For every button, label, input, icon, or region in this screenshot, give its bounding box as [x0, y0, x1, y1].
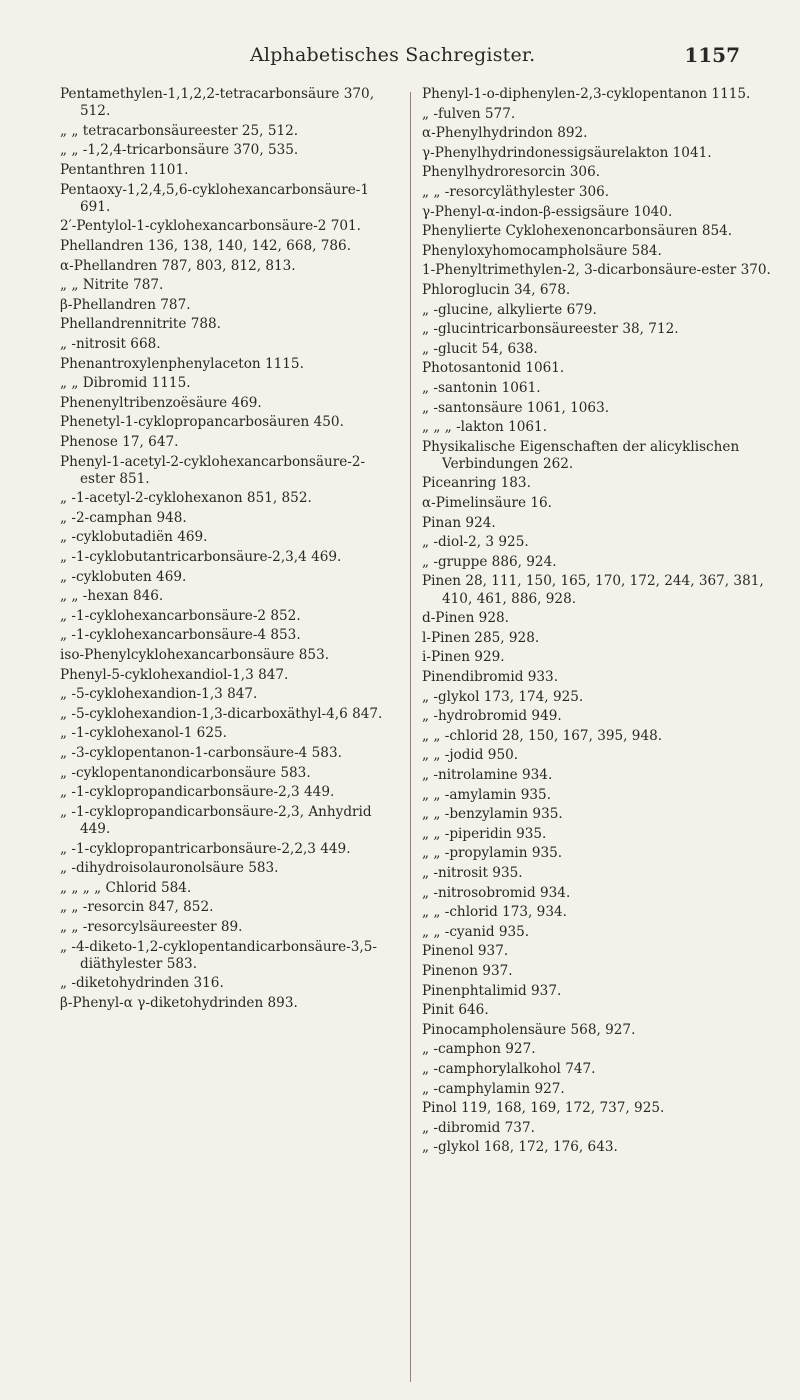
index-entry: α-Pimelinsäure 16. — [422, 495, 552, 512]
index-entry: „ -1-acetyl-2-cyklohexanon 851, 852. — [60, 490, 312, 507]
index-entry: i-Pinen 929. — [422, 649, 505, 666]
index-entry: Phenenyltribenzoësäure 469. — [60, 394, 262, 411]
index-entry: „ -santonsäure 1061, 1063. — [422, 399, 610, 416]
index-entry: Pinendibromid 933. — [422, 669, 559, 686]
index-entry: „ -glucine, alkylierte 679. — [422, 301, 597, 318]
index-entry: Pentaoxy-1,2,4,5,6-cyklohexancarbonsäure-1 691. — [60, 181, 370, 215]
index-entry: „ -cyklopentanondicarbonsäure 583. — [60, 764, 311, 781]
index-entry: „ -1-cyklopropantricarbonsäure-2,2,3 449. — [60, 840, 351, 857]
index-entry: Pinit 646. — [422, 1002, 489, 1019]
index-entry: „ -1-cyklobutantricarbonsäure-2,3,4 469. — [60, 549, 342, 566]
index-entry: „ „ -cyanid 935. — [422, 923, 530, 940]
index-entry: „ „ -jodid 950. — [422, 747, 519, 764]
index-entry: Phenylhydroresorcin 306. — [422, 164, 601, 181]
index-entry: Phenyl-1-o-diphenylen-2,3-cyklopentanon 1115. — [422, 86, 751, 102]
index-entry: „ -hydrobromid 949. — [422, 708, 562, 725]
index-entry: „ „ -1,2,4-tricarbonsäure 370, 535. — [60, 142, 299, 159]
running-title: Alphabetisches Sachregister. — [250, 44, 536, 66]
index-entry: Phenyl-1-acetyl-2-cyklohexancarbonsäure-2-ester 851. — [60, 453, 366, 487]
index-entry: Pinenol 937. — [422, 943, 509, 960]
index-entry: „ -2-camphan 948. — [60, 509, 187, 526]
index-entry: γ-Phenylhydrindonessigsäurelakton 1041. — [422, 144, 712, 161]
index-entry: „ -1-cyklopropandicarbonsäure-2,3 449. — [60, 784, 335, 801]
index-entry: „ „ „ „ Chlorid 584. — [60, 879, 192, 896]
index-entry: Piceanring 183. — [422, 475, 531, 492]
index-entry: Pinenphtalimid 937. — [422, 982, 562, 999]
page-number: 1157 — [684, 43, 740, 67]
index-entry: „ -glykol 173, 174, 925. — [422, 688, 584, 705]
index-entry: Pentamethylen-1,1,2,2-tetracarbonsäure 370, 512. — [60, 86, 375, 120]
index-entry: 2′-Pentylol-1-cyklohexancarbonsäure-2 701. — [60, 218, 361, 235]
index-entry: Phenetyl-1-cyklopropancarbosäuren 450. — [60, 414, 344, 431]
index-entry: β-Phenyl-α γ-diketohydrinden 893. — [60, 994, 298, 1011]
index-entry: „ -5-cyklohexandion-1,3-dicarboxäthyl-4,6 847. — [60, 705, 383, 722]
index-entry: Pinocampholensäure 568, 927. — [422, 1021, 636, 1038]
index-entry: „ -1-cyklohexancarbonsäure-4 853. — [60, 627, 301, 644]
index-entry: Physikalische Eigenschaften der alicyklischen Verbindungen 262. — [422, 438, 740, 472]
index-entry: „ „ -amylamin 935. — [422, 786, 552, 803]
index-entry: „ „ -chlorid 173, 934. — [422, 904, 567, 921]
index-entry: α-Phellandren 787, 803, 812, 813. — [60, 257, 296, 274]
index-entry: „ „ -benzylamin 935. — [422, 806, 563, 823]
index-entry: „ -nitrosit 935. — [422, 864, 523, 881]
index-entry: „ -dihydroisolauronolsäure 583. — [60, 860, 279, 877]
index-entry: „ -nitrolamine 934. — [422, 767, 553, 783]
index-entry: „ „ „ -lakton 1061. — [422, 419, 548, 436]
index-entry: „ -camphon 927. — [422, 1041, 536, 1058]
index-entry: „ „ -chlorid 28, 150, 167, 395, 948. — [422, 727, 663, 744]
index-entry: Phenylierte Cyklohexenoncarbonsäuren 854. — [422, 223, 733, 240]
index-entry: „ „ Nitrite 787. — [60, 277, 164, 294]
index-entry: „ -gruppe 886, 924. — [422, 553, 557, 570]
index-entry: „ „ -resorcyläthylester 306. — [422, 183, 610, 200]
index-entry: „ -dibromid 737. — [422, 1119, 535, 1136]
index-entry: Phellandren 136, 138, 140, 142, 668, 786. — [60, 237, 352, 254]
index-entry: „ -5-cyklohexandion-1,3 847. — [60, 686, 258, 703]
index-entry: 1-Phenyltrimethylen-2, 3-dicarbonsäure-ester 370. — [422, 262, 771, 279]
index-entry: Pinenon 937. — [422, 962, 513, 979]
index-entry: Phenantroxylenphenylaceton 1115. — [60, 355, 304, 372]
index-entry: „ -1-cyklopropandicarbonsäure-2,3, Anhydrid 449. — [60, 803, 372, 837]
index-entry: „ „ Dibromid 1115. — [60, 375, 191, 392]
page-header — [0, 44, 800, 74]
index-entry: Photosantonid 1061. — [422, 360, 565, 377]
index-column-left — [60, 86, 400, 1015]
index-entry: Phloroglucin 34, 678. — [422, 281, 571, 298]
index-entry: „ -glucintricarbonsäureester 38, 712. — [422, 321, 679, 338]
index-entry: „ -glykol 168, 172, 176, 643. — [422, 1139, 618, 1156]
index-entry: α-Phenylhydrindon 892. — [422, 125, 588, 142]
index-entry: „ -santonin 1061. — [422, 379, 541, 396]
index-entry: d-Pinen 928. — [422, 610, 509, 627]
index-entry: „ „ tetracarbonsäureester 25, 512. — [60, 122, 299, 139]
index-entry: „ „ -resorcin 847, 852. — [60, 899, 214, 916]
index-entry: β-Phellandren 787. — [60, 296, 191, 313]
index-entry: „ „ -hexan 846. — [60, 588, 164, 605]
index-entry: Pentanthren 1101. — [60, 161, 189, 178]
index-entry: γ-Phenyl-α-indon-β-essigsäure 1040. — [422, 203, 673, 220]
index-entry: „ -diol-2, 3 925. — [422, 534, 529, 551]
index-entry: „ -3-cyklopentanon-1-carbonsäure-4 583. — [60, 745, 342, 762]
index-entry: „ -cyklobutadiën 469. — [60, 529, 208, 546]
index-entry: Phellandrennitrite 788. — [60, 316, 222, 333]
index-entry: „ -glucit 54, 638. — [422, 340, 538, 357]
index-entry: „ -1-cyklohexanol-1 625. — [60, 725, 227, 742]
index-entry: „ -nitrosit 668. — [60, 335, 161, 352]
index-entry: „ -nitrosobromid 934. — [422, 884, 571, 901]
index-entry: „ -1-cyklohexancarbonsäure-2 852. — [60, 607, 301, 624]
index-entry: Phenyl-5-cyklohexandiol-1,3 847. — [60, 666, 289, 683]
index-entry: „ „ -resorcylsäureester 89. — [60, 918, 243, 935]
column-divider — [410, 92, 411, 1382]
index-entry: Phenose 17, 647. — [60, 433, 179, 450]
index-entry: „ „ -piperidin 935. — [422, 825, 547, 842]
index-column-right — [422, 86, 772, 1159]
index-entry: „ „ -propylamin 935. — [422, 845, 563, 862]
index-entry: Phenyloxyhomocampholsäure 584. — [422, 242, 662, 259]
index-entry: Pinol 119, 168, 169, 172, 737, 925. — [422, 1100, 665, 1117]
index-entry: „ -fulven 577. — [422, 105, 516, 122]
index-entry: Pinan 924. — [422, 514, 496, 531]
index-entry: „ -diketohydrinden 316. — [60, 975, 224, 992]
index-entry: „ -4-diketo-1,2-cyklopentandicarbonsäure-3,5-diäthylester 583. — [60, 938, 377, 972]
index-entry: iso-Phenylcyklohexancarbonsäure 853. — [60, 647, 330, 664]
index-entry: „ -cyklobuten 469. — [60, 568, 187, 585]
index-entry: l-Pinen 285, 928. — [422, 629, 540, 646]
index-entry: „ -camphylamin 927. — [422, 1080, 565, 1097]
index-entry: „ -camphorylalkohol 747. — [422, 1060, 596, 1077]
index-entry: Pinen 28, 111, 150, 165, 170, 172, 244, 367, 381, 410, 461, 886, 928. — [422, 573, 764, 607]
